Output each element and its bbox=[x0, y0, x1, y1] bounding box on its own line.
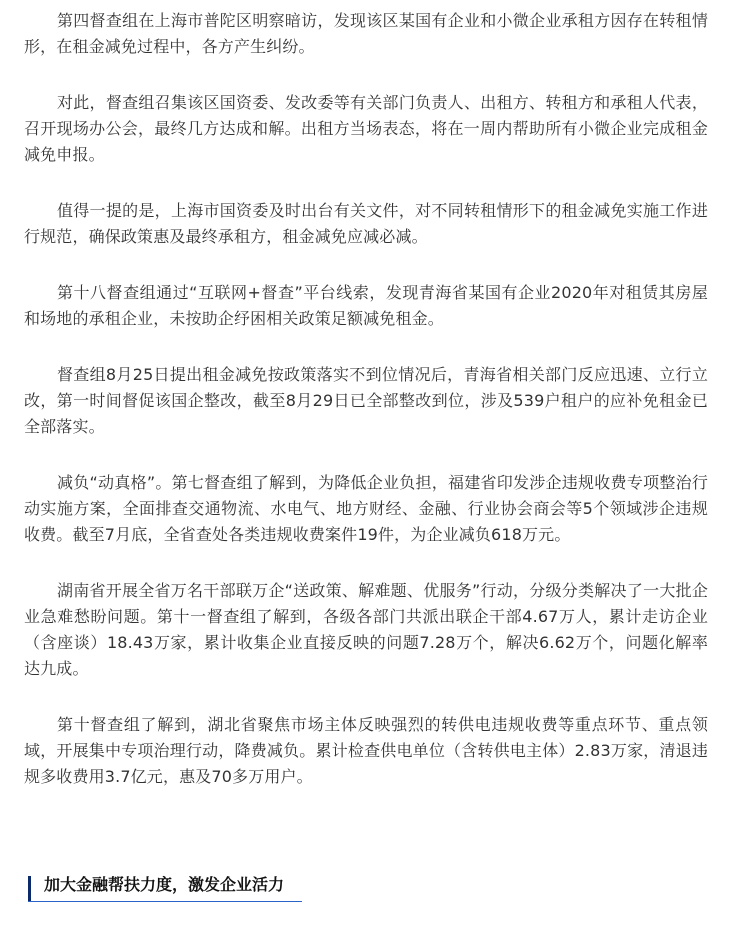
paragraph-shanghai-sasac: 值得一提的是，上海市国资委及时出台有关文件，对不同转租情形下的租金减免实施工作进行规范，确保政策惠及最终承租方，租金减免应减必减。 bbox=[24, 201, 708, 246]
paragraph-shanghai-putuo: 第四督查组在上海市普陀区明察暗访，发现该区某国有企业和小微企业承租方因存在转租情形，在租金减免过程中，各方产生纠纷。 bbox=[24, 11, 708, 56]
paragraph-fujian-fees: 减负“动真格”。第七督查组了解到，为降低企业负担，福建省印发涉企违规收费专项整治行动实施方案，全面排查交通物流、水电气、地方财经、金融、行业协会商会等5个领域涉企违规收费。截至7月底，全省查处各类违规收费案件19件，为企业减负618万元。 bbox=[24, 473, 708, 544]
article-body bbox=[24, 8, 708, 820]
paragraph-hunan-cadres: 湖南省开展全省万名干部联万企“送政策、解难题、优服务”行动，分级分类解决了一大批企业急难愁盼问题。第十一督查组了解到，各级各部门共派出联企干部4.67万人，累计走访企业（含座谈）18.43万家，累计收集企业直接反映的问题7.28万个，解决6.62万个，问题化解率达九成。 bbox=[24, 581, 708, 678]
heading-accent-bar bbox=[28, 876, 31, 902]
paragraph-onsite-meeting: 对此，督查组召集该区国资委、发改委等有关部门负责人、出租方、转租方和承租人代表，召开现场办公会，最终几方达成和解。出租方当场表态，将在一周内帮助所有小微企业完成租金减免申报。 bbox=[24, 93, 708, 164]
paragraph-qinghai-rectification: 督查组8月25日提出租金减免按政策落实不到位情况后，青海省相关部门反应迅速、立行立改，第一时间督促该国企整改，截至8月29日已全部整改到位，涉及539户租户的应补免租金已全部落实。 bbox=[24, 365, 708, 436]
heading-underline bbox=[28, 901, 302, 902]
section-heading-text: 加大金融帮扶力度，激发企业活力 bbox=[44, 875, 285, 894]
paragraph-qinghai-clue: 第十八督查组通过“互联网+督查”平台线索，发现青海省某国有企业2020年对租赁其房屋和场地的承租企业，未按助企纾困相关政策足额减免租金。 bbox=[24, 283, 708, 328]
section-heading bbox=[28, 870, 302, 902]
paragraph-hubei-electricity: 第十督查组了解到，湖北省聚焦市场主体反映强烈的转供电违规收费等重点环节、重点领域，开展集中专项治理行动，降费减负。累计检查供电单位（含转供电主体）2.83万家，清退违规多收费用3.7亿元，惠及70多万用户。 bbox=[24, 715, 708, 786]
